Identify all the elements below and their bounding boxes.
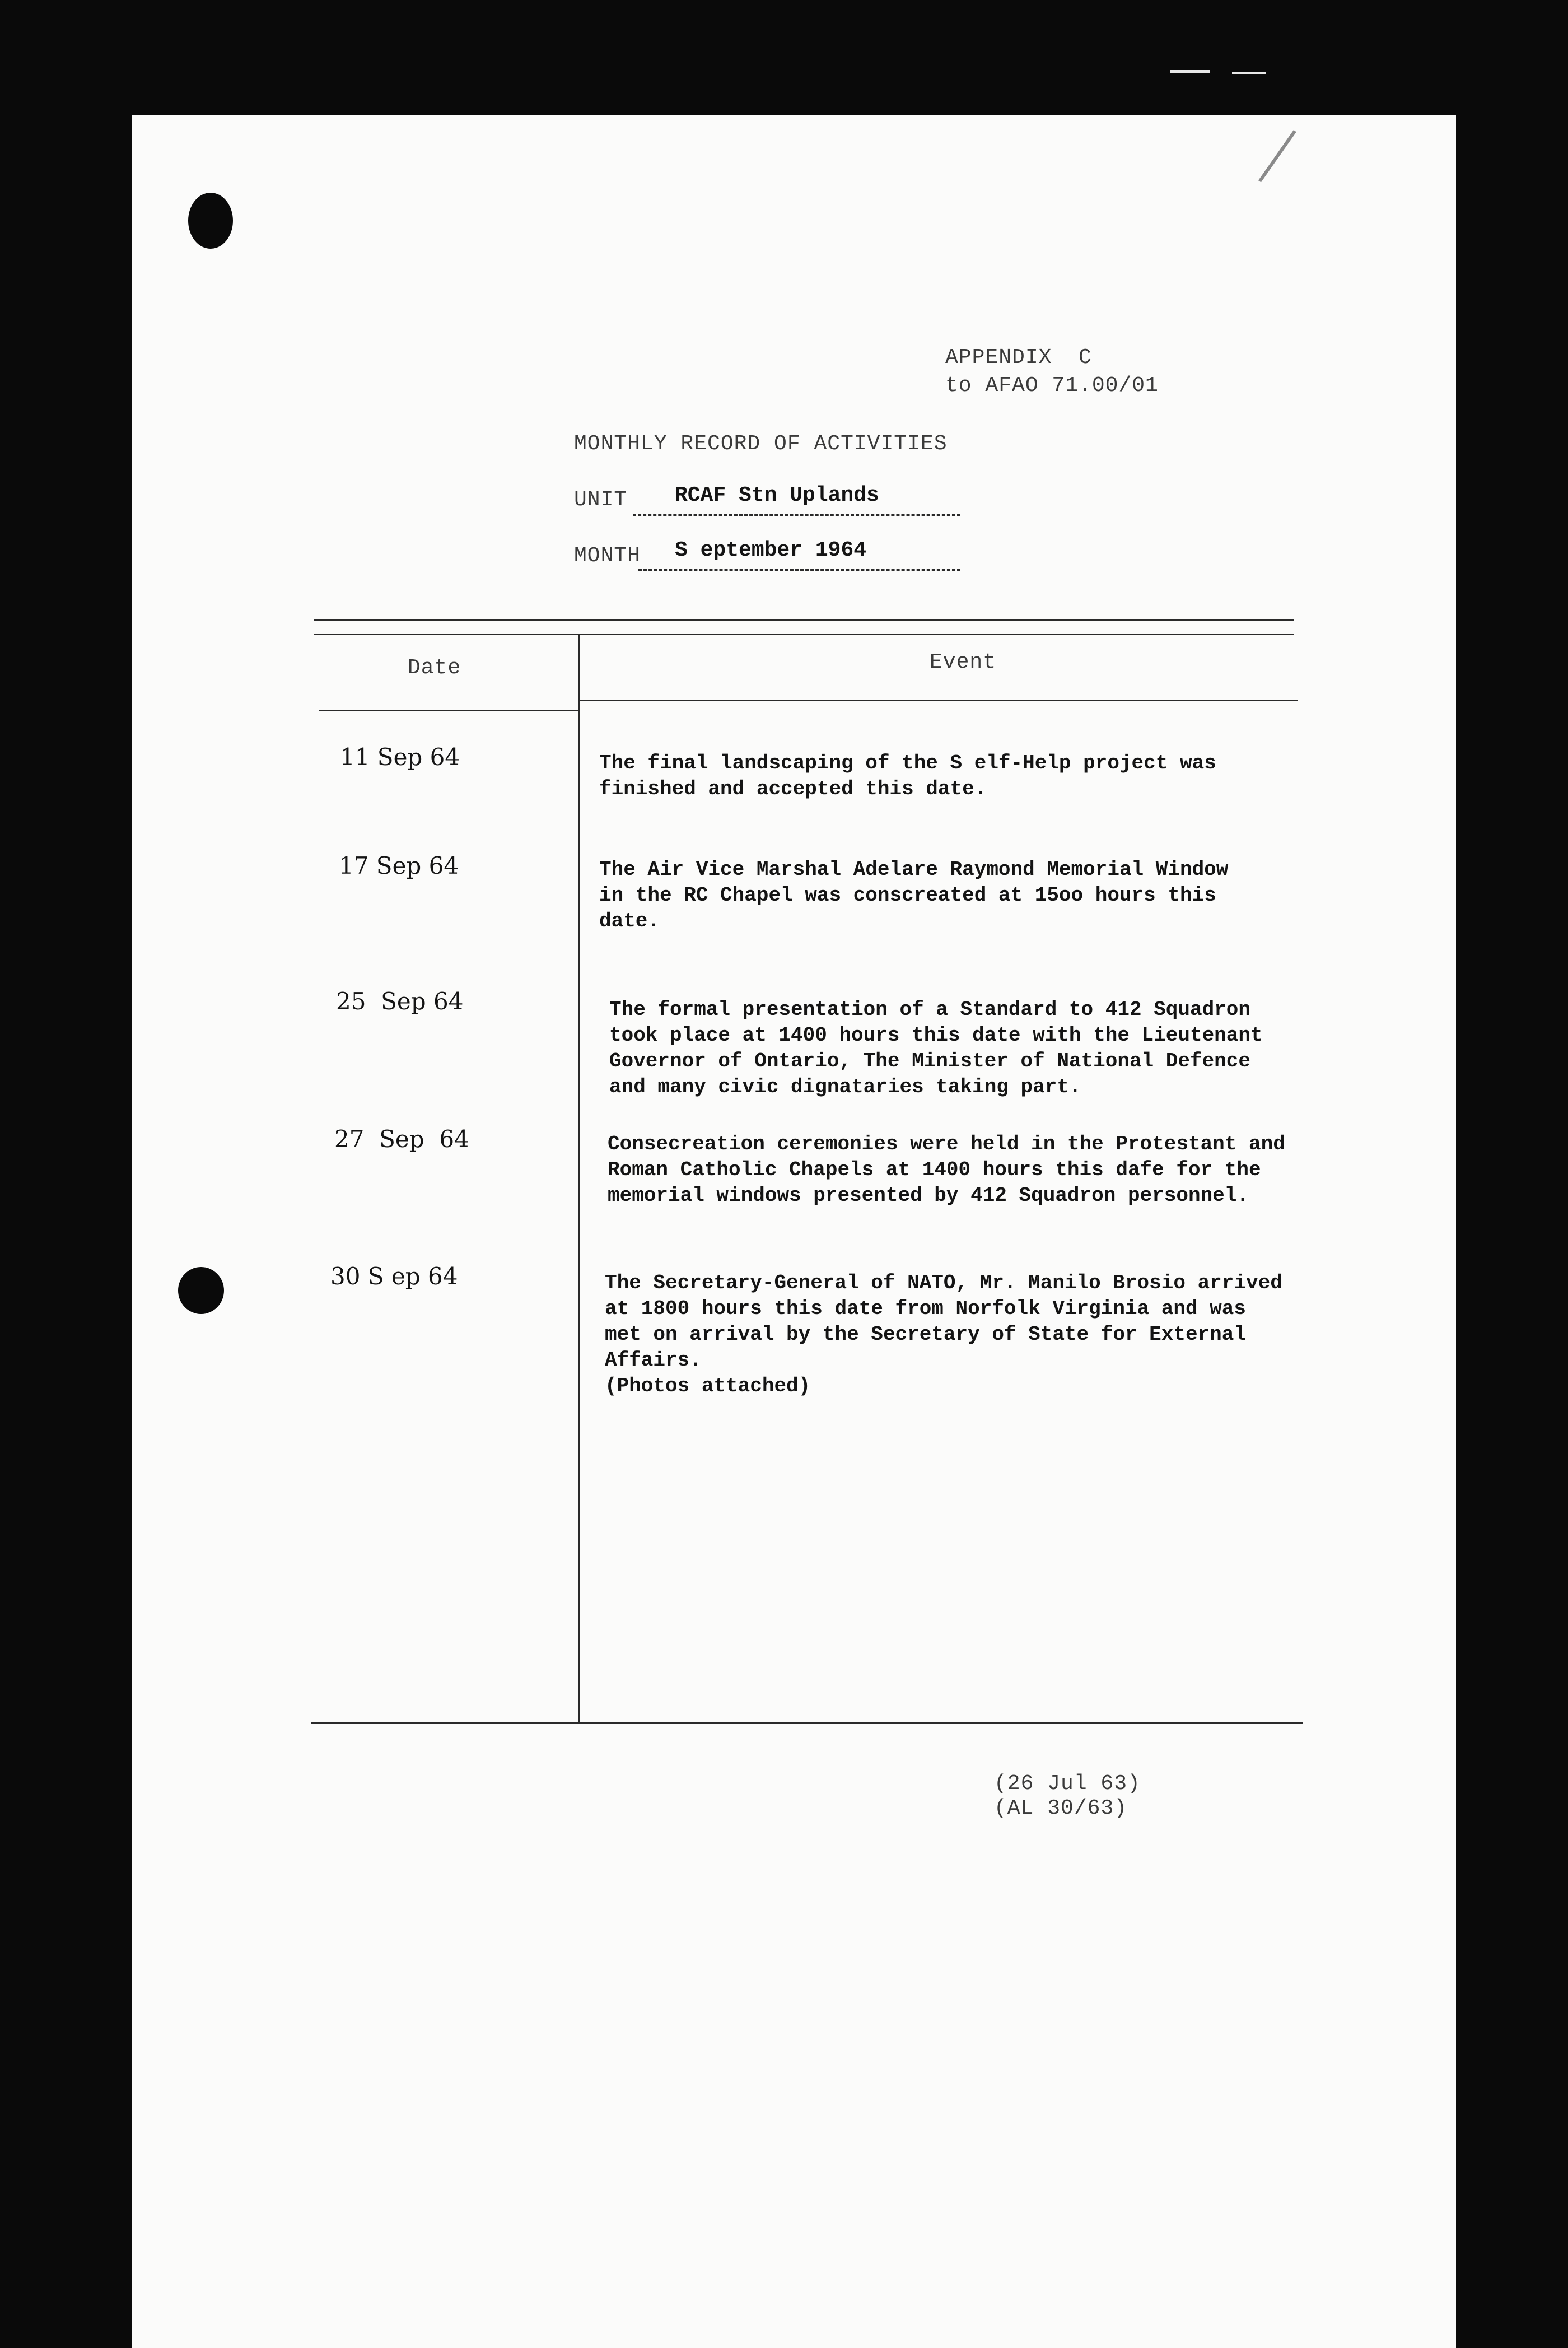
amendment-list: (AL 30/63): [994, 1796, 1128, 1820]
month-label: MONTH: [574, 544, 641, 568]
entry-event: The formal presentation of a Standard to 412 Squadron took place at 1400 hours this date with the Lieutenant Governor of Ontario, The Minister of National Defence and many civic dignataries taking part.: [609, 998, 1263, 1098]
entry-date: 30 S ep 64: [330, 1262, 458, 1290]
unit-value: RCAF Stn Uplands: [675, 483, 879, 507]
entry-event: The final landscaping of the S elf-Help project was finished and accepted this date.: [599, 752, 1216, 800]
punch-hole-top: [188, 193, 233, 249]
entry-event: Consecreation ceremonies were held in the Protestant and Roman Catholic Chapels at 1400 hours this dafe for the memorial windows presented by 412 Squadron personnel.: [608, 1133, 1285, 1207]
table-top-rule-inner: [314, 634, 1294, 635]
entry-date: 11 Sep 64: [340, 743, 460, 771]
appendix-label: APPENDIX C: [945, 346, 1092, 370]
event-header-rule: [580, 700, 1298, 701]
entry-date: 25 Sep 64: [336, 987, 464, 1015]
column-header-date: Date: [408, 656, 461, 680]
table-bottom-rule: [311, 1722, 1303, 1724]
table-column-divider: [578, 634, 580, 1723]
month-underline: [638, 569, 960, 571]
punch-hole-middle: [178, 1267, 224, 1314]
entry-event: The Secretary-General of NATO, Mr. Manilo Brosio arrived at 1800 hours this date from Norfolk Virginia and was met on arrival by the Secretary of State for External Affairs. (Photos attached): [605, 1271, 1282, 1397]
film-scratch: [1170, 70, 1210, 73]
unit-underline: [633, 514, 960, 516]
entry-event: The Air Vice Marshal Adelare Raymond Memorial Window in the RC Chapel was conscreated at 15oo hours this date.: [599, 858, 1229, 933]
unit-label: UNIT: [574, 488, 628, 512]
entry-date: 17 Sep 64: [339, 852, 459, 879]
film-scratch: [1232, 72, 1266, 74]
month-value: S eptember 1964: [675, 538, 867, 562]
table-top-rule: [314, 619, 1294, 621]
column-header-event: Event: [930, 650, 997, 674]
form-title: MONTHLY RECORD OF ACTIVITIES: [574, 432, 948, 456]
appendix-reference: to AFAO 71.00/01: [945, 374, 1159, 398]
entry-date: 27 Sep 64: [334, 1125, 469, 1153]
date-header-rule: [319, 710, 578, 711]
revision-date: (26 Jul 63): [994, 1772, 1141, 1796]
